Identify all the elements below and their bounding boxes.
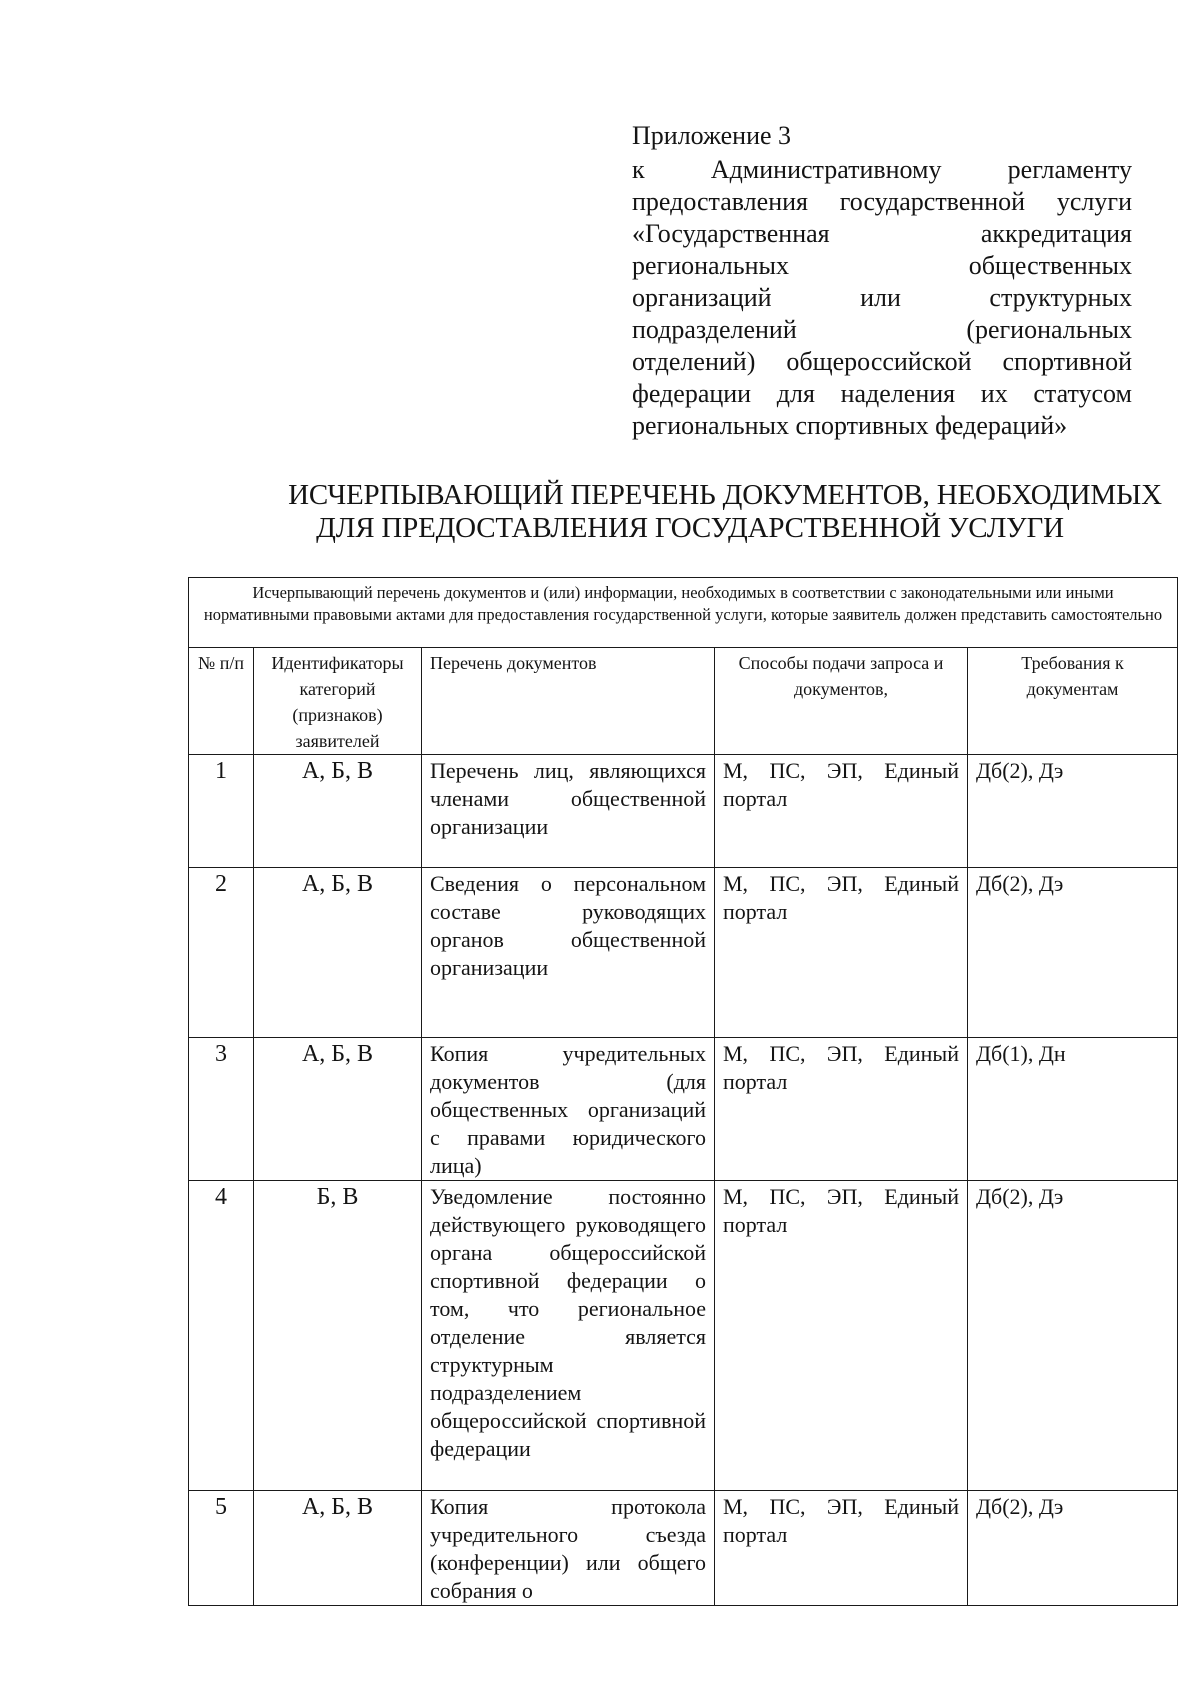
row-methods-first: М, ПС, ЭП, Единый <box>723 1184 959 1209</box>
row-requirements: Дб(2), Дэ <box>968 868 1178 1038</box>
row-methods-rest: портал <box>723 1212 788 1237</box>
row-categories: А, Б, В <box>254 1038 422 1181</box>
annex-line: организаций или структурных <box>632 283 1132 312</box>
table-row <box>189 755 1178 868</box>
row-methods-rest: портал <box>723 1069 788 1094</box>
row-categories: А, Б, В <box>254 755 422 868</box>
row-requirements: Дб(2), Дэ <box>968 755 1178 868</box>
header-documents: Перечень документов <box>422 648 715 755</box>
annex-line: отделений) общероссийской спортивной <box>632 347 1132 376</box>
header-requirements: Требования к документам <box>968 648 1178 755</box>
table-caption-row <box>189 578 1178 648</box>
document-title-line-2: ДЛЯ ПРЕДОСТАВЛЕНИЯ ГОСУДАРСТВЕННОЙ УСЛУГИ <box>316 512 1064 544</box>
row-document: Перечень лиц, являющихся членами общественной организации <box>422 755 715 868</box>
table-row <box>189 1038 1178 1181</box>
annex-title: Приложение 3 <box>632 121 792 150</box>
row-categories: А, Б, В <box>254 1491 422 1606</box>
row-methods-first: М, ПС, ЭП, Единый <box>723 871 959 896</box>
table-header-row <box>189 648 1178 755</box>
row-methods <box>715 755 968 868</box>
row-document: Копия протокола учредительного съезда (конференции) или общего собрания о <box>422 1491 715 1606</box>
annex-line: федерации для наделения их статусом <box>632 379 1132 408</box>
row-methods-rest: портал <box>723 786 788 811</box>
annex-line: региональных общественных <box>632 251 1132 280</box>
row-requirements: Дб(2), Дэ <box>968 1181 1178 1491</box>
row-num: 4 <box>189 1181 254 1491</box>
documents-table <box>188 577 1178 1606</box>
row-num: 1 <box>189 755 254 868</box>
annex-line: подразделений (региональных <box>632 315 1132 344</box>
row-document: Копия учредительных документов (для общественных организаций с правами юридического лица) <box>422 1038 715 1181</box>
row-num: 2 <box>189 868 254 1038</box>
row-num: 3 <box>189 1038 254 1181</box>
row-methods-rest: портал <box>723 1522 788 1547</box>
row-methods-rest: портал <box>723 899 788 924</box>
row-methods-first: М, ПС, ЭП, Единый <box>723 1494 959 1519</box>
row-document: Уведомление постоянно действующего руководящего органа общероссийской спортивной федерации о том, что региональное отделение является структурным подразделением общероссийской спортивной федерации <box>422 1181 715 1491</box>
header-methods: Способы подачи запроса и документов, <box>715 648 968 755</box>
header-categories: Идентификаторы категорий (признаков) заявителей <box>254 648 422 755</box>
row-num: 5 <box>189 1491 254 1606</box>
document-title-line-1: ИСЧЕРПЫВАЮЩИЙ ПЕРЕЧЕНЬ ДОКУМЕНТОВ, НЕОБХОДИМЫХ <box>288 479 1162 511</box>
row-categories: Б, В <box>254 1181 422 1491</box>
row-methods <box>715 1038 968 1181</box>
document-title <box>200 479 1180 545</box>
header-num: № п/п <box>189 648 254 755</box>
row-methods-first: М, ПС, ЭП, Единый <box>723 758 959 783</box>
row-methods <box>715 1181 968 1491</box>
row-methods <box>715 868 968 1038</box>
annex-line: предоставления государственной услуги <box>632 187 1132 216</box>
annex-line: региональных спортивных федераций» <box>632 411 1068 440</box>
table-row <box>189 1491 1178 1606</box>
row-methods-first: М, ПС, ЭП, Единый <box>723 1041 959 1066</box>
row-methods <box>715 1491 968 1606</box>
annex-line: «Государственная аккредитация <box>632 219 1132 248</box>
annex-line: к Административному регламенту <box>632 155 1132 184</box>
table-row <box>189 1181 1178 1491</box>
annex-block <box>632 120 1132 442</box>
table-row <box>189 868 1178 1038</box>
table-caption: Исчерпывающий перечень документов и (или) информации, необходимых в соответствии с законодательными или иными нормативными правовыми актами для предоставления государственной услуги, которые заявитель должен представить самостоятельно <box>189 578 1178 648</box>
row-requirements: Дб(1), Дн <box>968 1038 1178 1181</box>
row-document: Сведения о персональном составе руководящих органов общественной организации <box>422 868 715 1038</box>
row-requirements: Дб(2), Дэ <box>968 1491 1178 1606</box>
row-categories: А, Б, В <box>254 868 422 1038</box>
